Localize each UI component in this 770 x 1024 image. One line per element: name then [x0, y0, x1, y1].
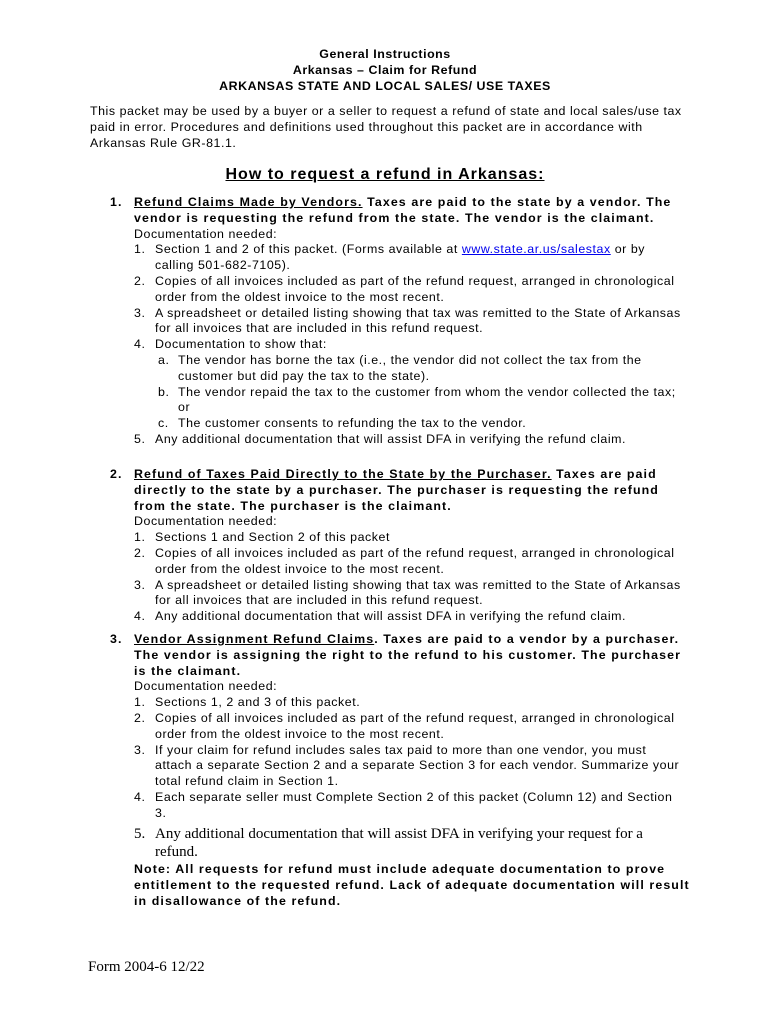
item-text: Copies of all invoices included as part of the refund request, arranged in chronological order from the oldest invoice to the most recent. [155, 273, 675, 304]
item-text: Sections 1, 2 and 3 of this packet. [155, 695, 361, 710]
item-number: 1. [134, 530, 146, 545]
section-title: Refund Claims Made by Vendors. [134, 195, 363, 209]
item-text: or by calling 501-682-7105). [155, 242, 646, 273]
item-number: 3. [134, 577, 146, 592]
item-number: 3. [134, 305, 146, 320]
list-item [114, 546, 684, 578]
item-text: A spreadsheet or detailed listing showing that tax was remitted to the State of Arkansas for all invoices that are included in this refund request. [155, 577, 681, 608]
item-text: Sections 1 and Section 2 of this packet [155, 530, 390, 545]
item-text: If your claim for refund includes sales tax paid to more than one vendor, you must attach a separate Section 2 and a separate Section 3 for each vendor. Summarize your total refund claim in Section 1. [155, 742, 680, 789]
salestax-link[interactable]: www.state.ar.us/salestax [461, 242, 611, 257]
item-text: Any additional documentation that will assist DFA in verifying the refund claim. [155, 609, 627, 624]
item-text: The customer consents to refunding the tax to the vendor. [178, 416, 527, 431]
list-item [114, 609, 684, 625]
item-number: 5. [134, 825, 146, 842]
section-number: 3. [110, 632, 123, 646]
section-number: 2. [110, 467, 123, 481]
sub-list-item [114, 416, 684, 432]
item-text: Any additional documentation that will assist DFA in verifying your request for a refund. [155, 825, 643, 860]
item-text: Copies of all invoices included as part of the refund request, arranged in chronological order from the oldest invoice to the most recent. [155, 545, 675, 576]
item-number: 3. [134, 742, 146, 757]
form-footer: Form 2004-6 12/22 [88, 959, 205, 975]
item-number: 4. [134, 789, 146, 804]
section-vendor-assignment [110, 632, 684, 861]
item-text: Copies of all invoices included as part of the refund request, arranged in chronological order from the oldest invoice to the most recent. [155, 710, 675, 741]
item-number: 1. [134, 695, 146, 710]
section-description: Taxes are paid to the state by a vendor. The vendor is requesting the refund from the state. The vendor is the claimant. [134, 195, 672, 225]
documentation-label: Documentation needed: [134, 226, 278, 241]
item-text: Documentation to show that: [155, 337, 327, 352]
item-text: The vendor repaid the tax to the customer from whom the vendor collected the tax; or [178, 384, 676, 415]
item-number: 2. [134, 273, 146, 288]
section-vendor-claims [110, 195, 684, 448]
item-text: Any additional documentation that will assist DFA in verifying the refund claim. [155, 431, 627, 446]
item-text: Section 1 and 2 of this packet. (Forms available at [155, 242, 462, 257]
item-number: 4. [134, 337, 146, 352]
list-item [114, 711, 684, 743]
item-text: Each separate seller must Complete Section 2 of this packet (Column 12) and Section 3. [155, 789, 673, 820]
section-title: Vendor Assignment Refund Claims [134, 632, 375, 646]
list-item [114, 337, 684, 353]
item-letter: b. [158, 384, 170, 399]
section-purchaser-claims [110, 467, 684, 625]
title-line-1: General Instructions [319, 47, 451, 61]
item-letter: c. [158, 416, 169, 431]
documentation-label: Documentation needed: [134, 679, 278, 694]
documentation-label: Documentation needed: [134, 514, 278, 529]
intro-paragraph: This packet may be used by a buyer or a seller to request a refund of state and local sales/use tax paid in error. Procedures and definitions used throughout this packet are in accordance with Arkansas Rule GR-81.1. [90, 104, 682, 150]
sub-list-item [114, 385, 684, 417]
item-letter: a. [158, 352, 170, 367]
list-item [114, 578, 684, 610]
item-number: 2. [134, 545, 146, 560]
title-line-3: ARKANSAS STATE AND LOCAL SALES/ USE TAXES [219, 78, 551, 93]
section-title: Refund of Taxes Paid Directly to the State by the Purchaser. [134, 467, 552, 481]
section-description: . Taxes are paid to a vendor by a purchaser. The vendor is assigning the right to the refund to his customer. The purchaser is the claimant. [134, 632, 682, 678]
title-line-2: Arkansas – Claim for Refund [292, 62, 478, 77]
list-item [114, 743, 684, 790]
list-item [114, 822, 684, 861]
list-item [114, 432, 684, 448]
note-paragraph: Note: All requests for refund must include adequate documentation to prove entitlement to the requested refund. Lack of adequate documentation will result in disallowance of the refund. [134, 862, 690, 908]
item-number: 5. [134, 431, 146, 446]
item-number: 2. [134, 710, 146, 725]
document-title [0, 47, 770, 94]
item-text: The vendor has borne the tax (i.e., the vendor did not collect the tax from the customer but did pay the tax to the state). [178, 352, 642, 383]
item-text: A spreadsheet or detailed listing showing that tax was remitted to the State of Arkansas for all invoices that are included in this refund request. [155, 305, 681, 336]
list-item [114, 695, 684, 711]
section-description: Taxes are paid directly to the state by a purchaser. The purchaser is requesting the refund from the state. The purchaser is the claimant. [134, 467, 659, 513]
list-item [114, 274, 684, 306]
item-number: 1. [134, 242, 146, 257]
sub-list-item [114, 353, 684, 385]
section-number: 1. [110, 195, 123, 209]
item-number: 4. [134, 609, 146, 624]
list-item [114, 306, 684, 338]
list-item [114, 530, 684, 546]
section-heading: How to request a refund in Arkansas: [225, 166, 545, 183]
list-item [114, 242, 684, 274]
list-item [114, 790, 684, 822]
